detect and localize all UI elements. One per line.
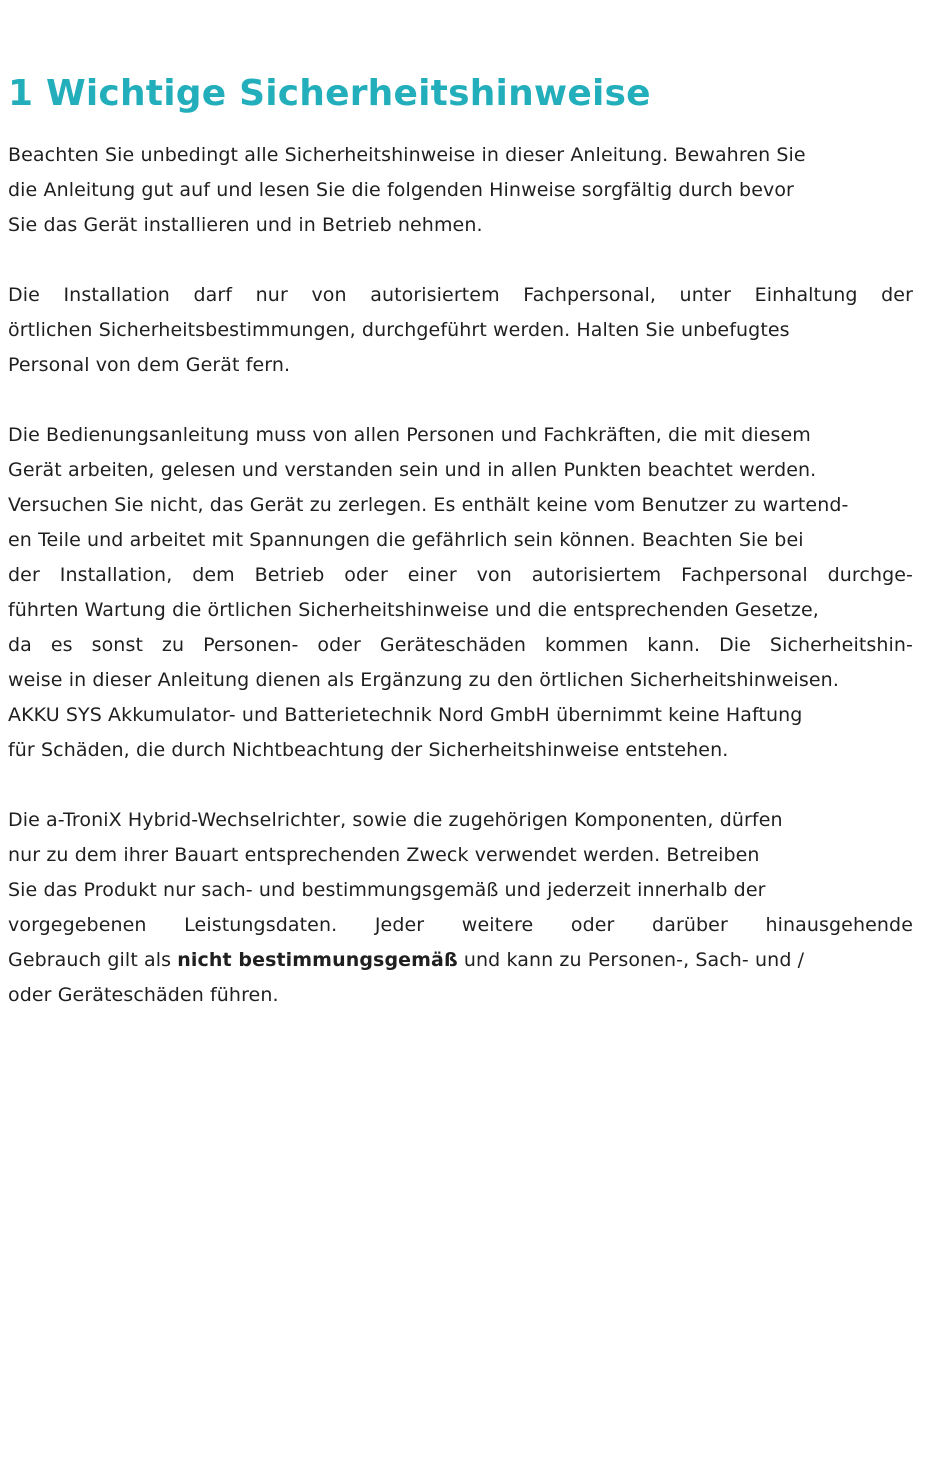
text-line: der Installation, dem Betrieb oder einer von autorisiertem Fachpersonal durchge-	[8, 564, 913, 586]
text-line: nur zu dem ihrer Bauart entsprechenden Zweck verwendet werden. Betreiben	[8, 844, 760, 866]
bold-emphasis: nicht bestimmungsgemäß	[177, 949, 458, 971]
text-line: Die a-TroniX Hybrid-Wechselrichter, sowie die zugehörigen Komponenten, dürfen	[8, 809, 783, 831]
text-line: für Schäden, die durch Nichtbeachtung der Sicherheitshinweise entstehen.	[8, 739, 729, 761]
text-line: vorgegebenen Leistungsdaten. Jeder weitere oder darüber hinausgehende	[8, 914, 913, 936]
document-page	[8, 0, 916, 1013]
text-line: en Teile und arbeitet mit Spannungen die gefährlich sein können. Beachten Sie bei	[8, 529, 804, 551]
section-heading: 1 Wichtige Sicherheitshinweise	[8, 73, 651, 114]
text-segment: Gebrauch gilt als	[8, 949, 178, 971]
text-line: Gerät arbeiten, gelesen und verstanden sein und in allen Punkten beachtet werden.	[8, 459, 817, 481]
text-line: Versuchen Sie nicht, das Gerät zu zerlegen. Es enthält keine vom Benutzer zu wartend-	[8, 494, 849, 516]
text-line: da es sonst zu Personen- oder Geräteschäden kommen kann. Die Sicherheitshin-	[8, 634, 913, 656]
text-line-mixed	[8, 943, 916, 978]
text-line: Beachten Sie unbedingt alle Sicherheitshinweise in dieser Anleitung. Bewahren Sie	[8, 144, 806, 166]
text-segment: und kann zu Personen-, Sach- und /	[457, 949, 805, 971]
paragraph-storage-instructions	[8, 138, 916, 243]
text-line: Die Installation darf nur von autorisiertem Fachpersonal, unter Einhaltung der	[8, 284, 913, 306]
text-line: örtlichen Sicherheitsbestimmungen, durchgeführt werden. Halten Sie unbefugtes	[8, 319, 790, 341]
text-line: Personal von dem Gerät fern.	[8, 354, 291, 376]
text-line: AKKU SYS Akkumulator- und Batterietechnik Nord GmbH übernimmt keine Haftung	[8, 704, 803, 726]
text-line: Sie das Gerät installieren und in Betrieb nehmen.	[8, 214, 483, 236]
text-line: Sie das Produkt nur sach- und bestimmungsgemäß und jederzeit innerhalb der	[8, 879, 766, 901]
paragraph-intended-use	[8, 803, 916, 1013]
paragraph-installation	[8, 278, 916, 383]
text-line: oder Geräteschäden führen.	[8, 984, 279, 1006]
paragraph-operating-manual	[8, 418, 916, 768]
text-line: die Anleitung gut auf und lesen Sie die folgenden Hinweise sorgfältig durch bevor	[8, 179, 794, 201]
text-line: führten Wartung die örtlichen Sicherheitshinweise und die entsprechenden Gesetze,	[8, 599, 819, 621]
text-line: Die Bedienungsanleitung muss von allen Personen und Fachkräften, die mit diesem	[8, 424, 811, 446]
text-line: weise in dieser Anleitung dienen als Ergänzung zu den örtlichen Sicherheitshinweisen.	[8, 669, 839, 691]
